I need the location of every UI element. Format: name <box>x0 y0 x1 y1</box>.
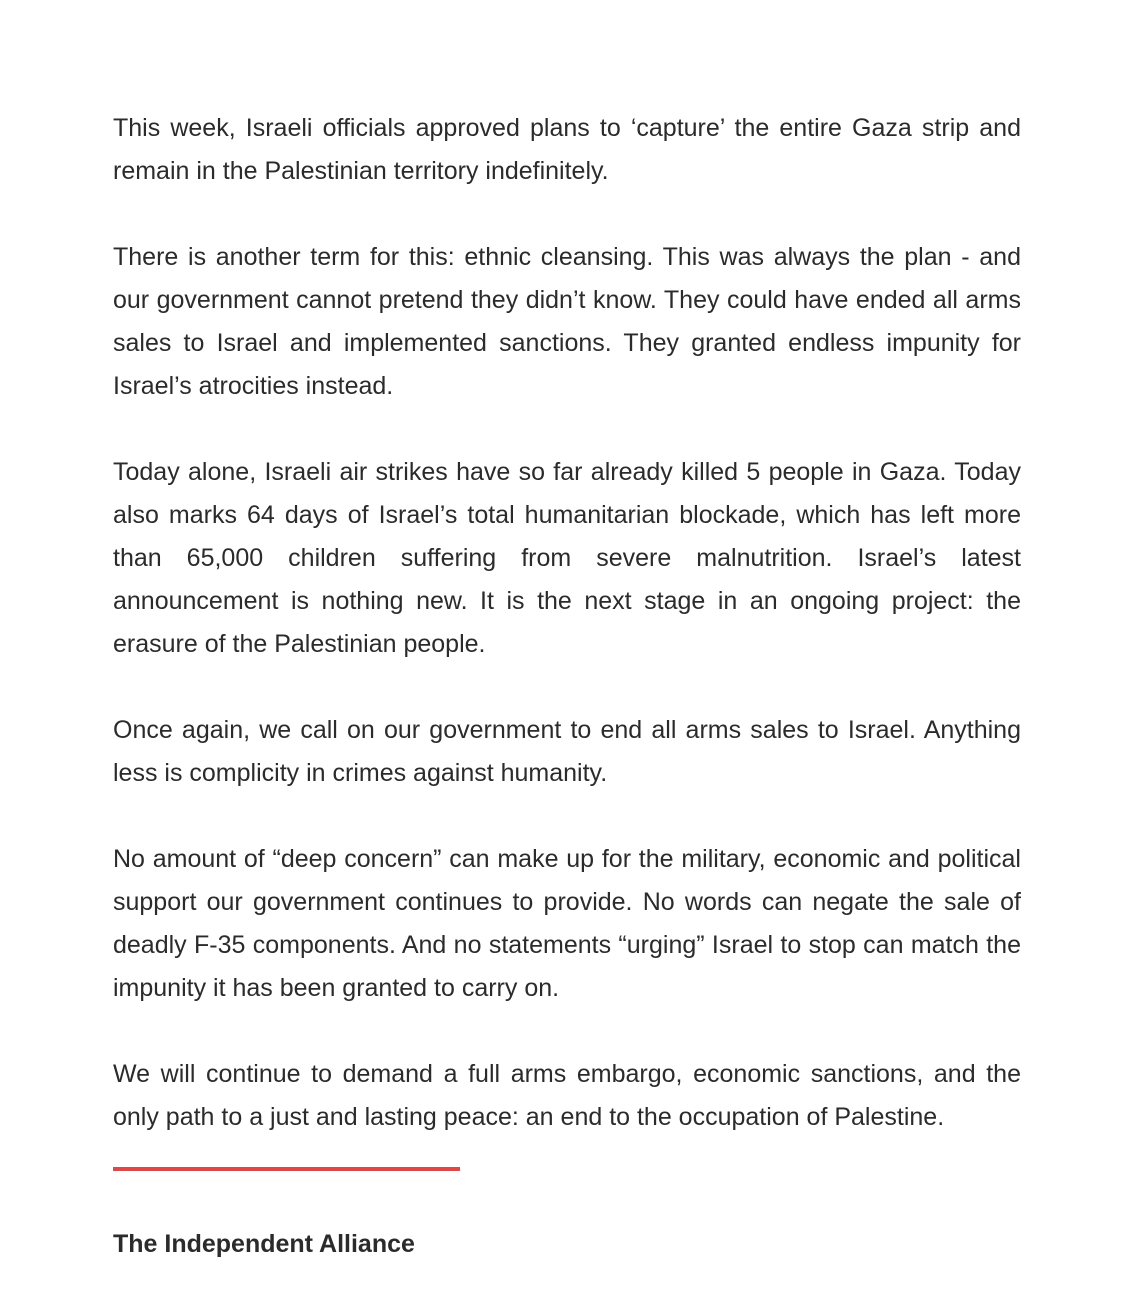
paragraph-deep-concern: No amount of “deep concern” can make up for the military, economic and political support our government continues to provide. No words can negate the sale of deadly F-35 components. And no statements “urging” Israel to stop can match the impunity it has been granted to carry on. <box>113 845 1021 1002</box>
accent-divider <box>113 1167 460 1171</box>
paragraph-demands: We will continue to demand a full arms embargo, economic sanctions, and the only path to a just and lasting peace: an end to the occupation of Palestine. <box>113 1060 1021 1131</box>
paragraph-ethnic-cleansing: There is another term for this: ethnic cleansing. This was always the plan - and our government cannot pretend they didn’t know. They could have ended all arms sales to Israel and implemented sanctions. They granted endless impunity for Israel’s atrocities instead. <box>113 243 1021 400</box>
paragraph-casualties-blockade: Today alone, Israeli air strikes have so far already killed 5 people in Gaza. Today also marks 64 days of Israel’s total humanitarian blockade, which has left more than 65,000 children suffering from severe malnutrition. Israel’s latest announcement is nothing new. It is the next stage in an ongoing project: the erasure of the Palestinian people. <box>113 458 1021 658</box>
statement-body <box>113 107 1021 1139</box>
signature: The Independent Alliance <box>113 1230 415 1258</box>
paragraph-arms-sales-call: Once again, we call on our government to end all arms sales to Israel. Anything less is complicity in crimes against humanity. <box>113 716 1021 787</box>
paragraph-capture-plans: This week, Israeli officials approved plans to ‘capture’ the entire Gaza strip and remain in the Palestinian territory indefinitely. <box>113 114 1021 185</box>
